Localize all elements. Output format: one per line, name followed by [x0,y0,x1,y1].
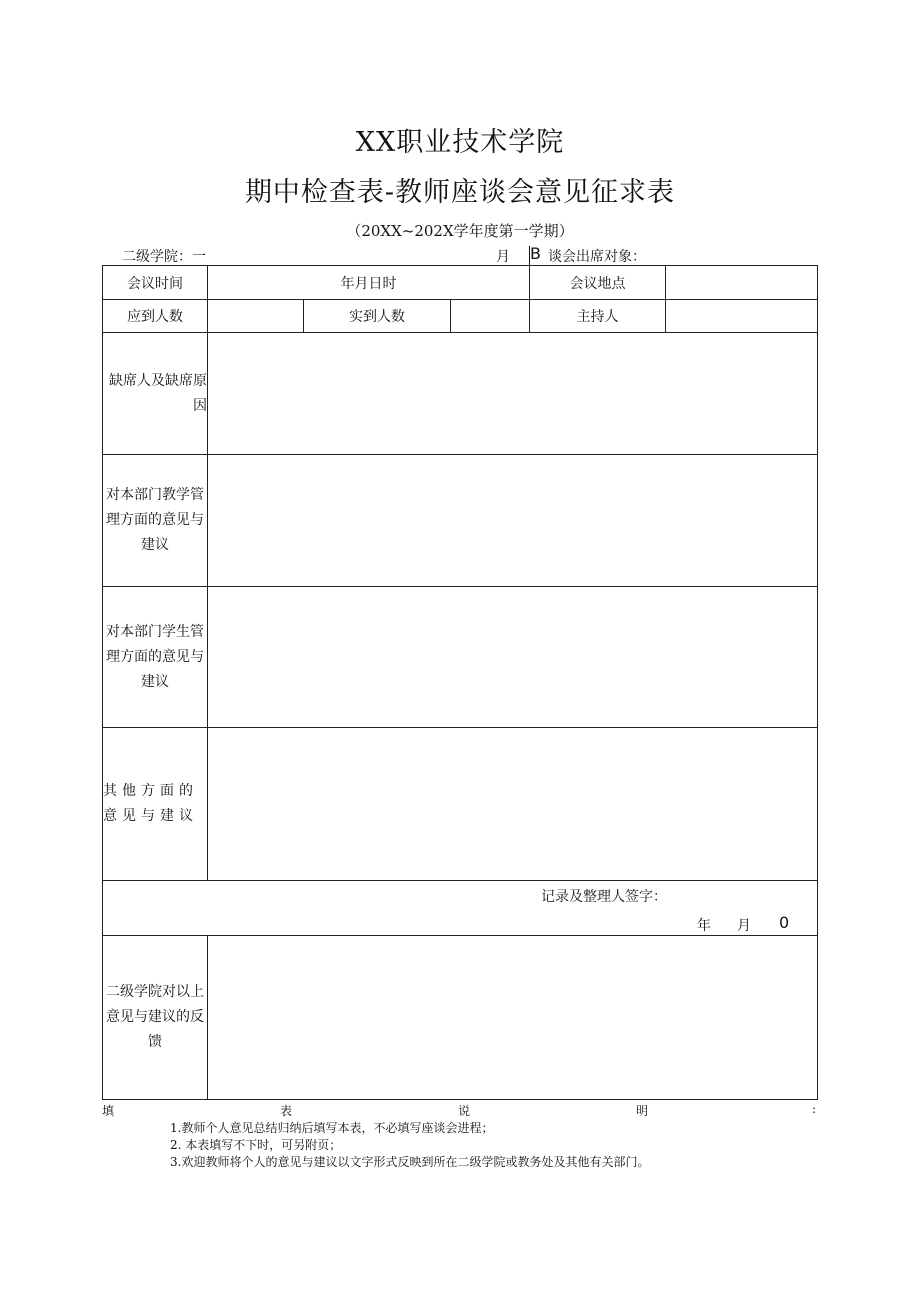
expected-count-label: 应到人数 [103,300,208,333]
form-header-line [102,246,817,266]
date-month: 月 [737,918,751,934]
date-year: 年 [697,918,711,934]
table-row [103,300,818,333]
meeting-time-label: 会议时间 [103,266,208,300]
table-row [103,728,818,881]
meeting-time-field[interactable]: 年月日时 [208,266,530,300]
instructions-heading-char: 填 [102,1104,115,1118]
form-title: 期中检查表-教师座谈会意见征求表 [244,177,676,208]
meeting-place-field[interactable] [666,266,818,300]
attendees-label: 谈会出席对象： [548,249,646,265]
instructions-heading-char: 明 [636,1104,649,1118]
teaching-mgmt-field[interactable] [208,455,818,587]
feedback-field[interactable] [208,936,818,1100]
instruction-item: 2. 本表填写不下时，可另附页； [170,1138,342,1152]
header-divider [529,246,530,265]
academic-year-subtitle: （20XX~202X学年度第一学期） [346,222,574,240]
meeting-place-label: 会议地点 [530,266,666,300]
teaching-mgmt-label: 对本部门教学管理方面的意见与建议 [103,455,208,587]
expected-count-field[interactable] [208,300,304,333]
instructions-heading [102,1102,817,1120]
b-char: B [530,244,541,263]
student-mgmt-label: 对本部门学生管理方面的意见与建议 [103,587,208,728]
instructions-heading-char: 表 [280,1104,293,1118]
instructions-heading-char: : [812,1102,817,1116]
instruction-item: 1.教师个人意见总结归纳后填写本表，不必填写座谈会进程； [170,1121,494,1135]
host-label: 主持人 [530,300,666,333]
table-row [103,936,818,1100]
form-instructions [102,1102,817,1171]
table-row [103,455,818,587]
date-zero: 0 [779,913,790,932]
table-row [103,881,818,936]
instructions-heading-char: 说 [458,1104,471,1118]
absentees-label: 缺席人及缺席原因 [103,333,208,455]
absentees-field[interactable] [208,333,818,455]
other-suggestions-label: 其他方面的意见与建议 [103,728,208,881]
feedback-label: 二级学院对以上意见与建议的反馈 [103,936,208,1100]
student-mgmt-field[interactable] [208,587,818,728]
recorder-label: 记录及整理人签字： [541,889,667,905]
table-row [103,266,818,300]
feedback-form-table [102,265,818,1100]
college-label: 二级学院：一 [122,249,206,265]
table-row [103,587,818,728]
actual-count-label: 实到人数 [304,300,451,333]
host-field[interactable] [666,300,818,333]
document-title: XX职业技术学院 [355,127,565,158]
actual-count-field[interactable] [451,300,530,333]
instruction-item: 3.欢迎教师将个人的意见与建议以文字形式反映到所在二级学院或教务处及其他有关部门。 [170,1155,650,1169]
month-char: 月 [496,249,510,265]
recorder-signature-cell[interactable] [103,881,818,936]
other-suggestions-field[interactable] [208,728,818,881]
table-row [103,333,818,455]
